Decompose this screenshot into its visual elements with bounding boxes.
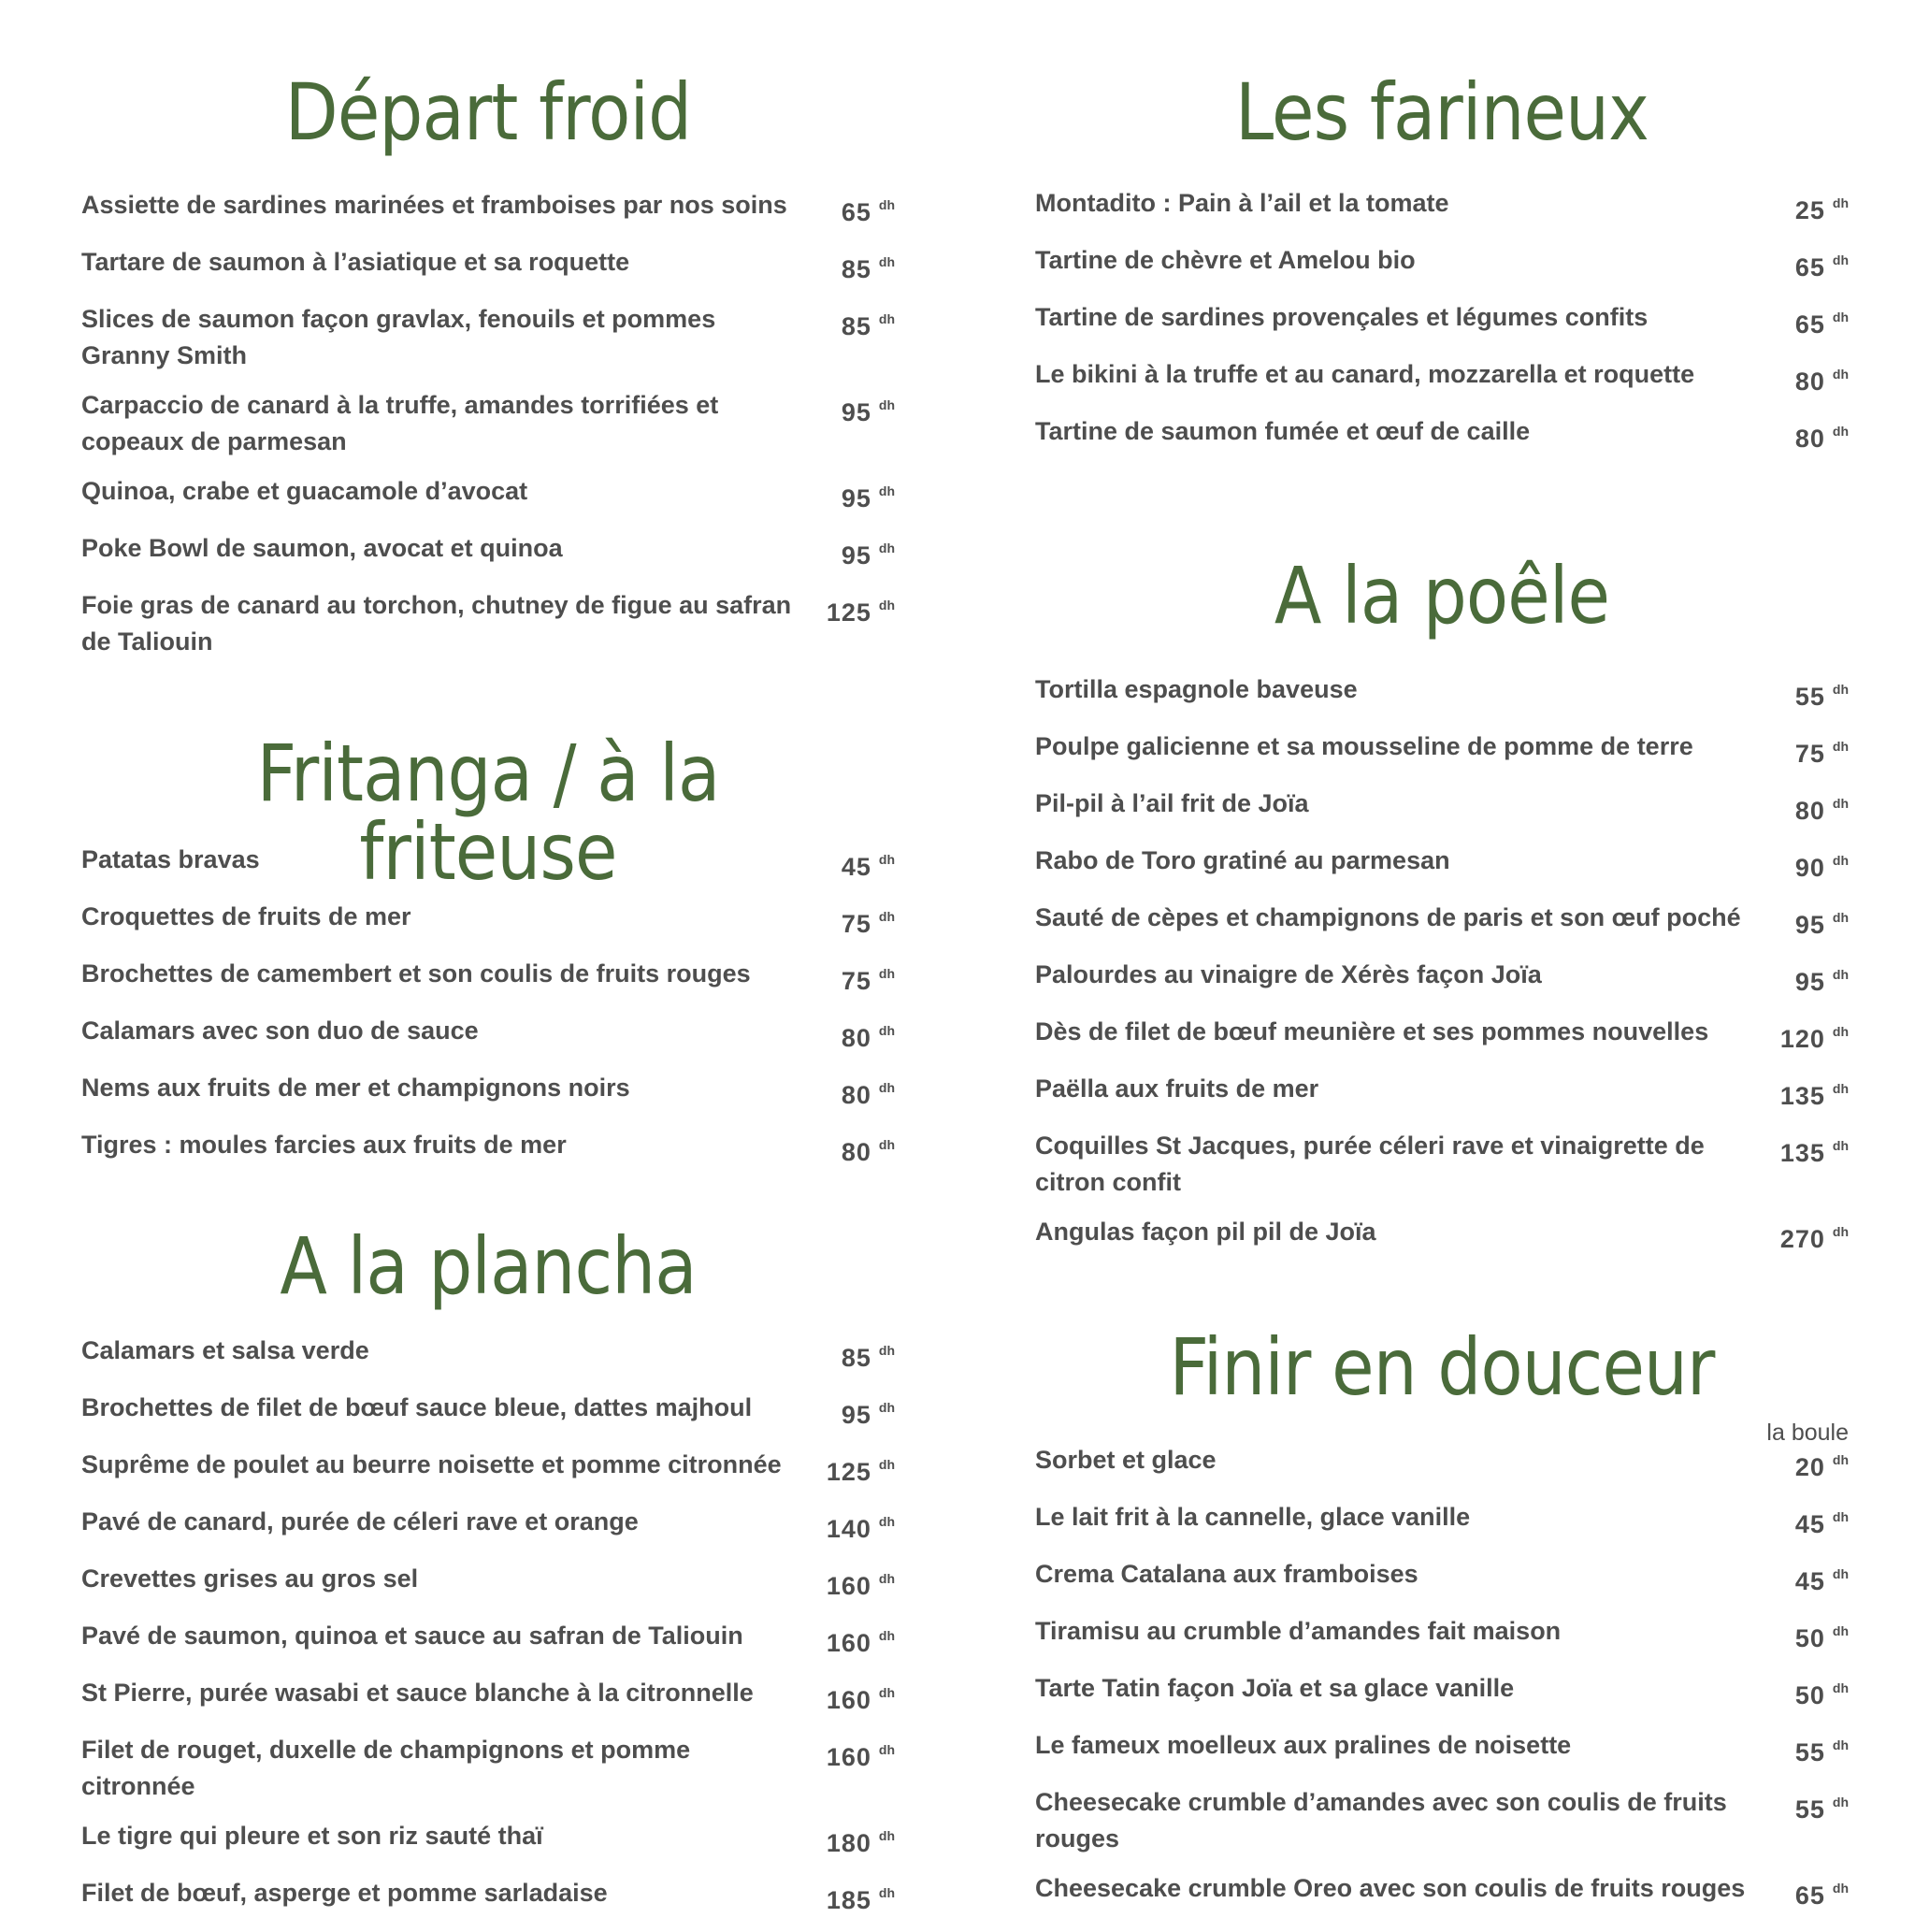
price-value: 95 [1794,911,1825,939]
currency-unit: dh [878,397,895,412]
menu-item-name: Tiramisu au crumble d’amandes fait maison [1035,1617,1562,1645]
menu-item [81,1561,895,1605]
menu-item-price [801,1504,895,1548]
currency-unit: dh [878,1571,895,1586]
menu-item-price [801,1732,895,1776]
menu-item-price [1755,1014,1849,1058]
menu-item-price [801,956,895,1000]
price-value: 45 [1794,1567,1825,1595]
menu-item-price [801,1127,895,1171]
menu-item [1035,1442,1849,1486]
price-value: 80 [1794,368,1825,396]
menu-item-name: Foie gras de canard au torchon, chutney de figue au safran de Taliouin [81,591,792,656]
menu-item-price [1755,1214,1849,1258]
currency-unit: dh [1832,910,1849,925]
section-title: A la plancha [280,1220,697,1312]
currency-unit: dh [1832,967,1849,982]
price-value: 80 [841,1024,871,1052]
menu-item-price [801,530,895,574]
currency-unit: dh [878,541,895,555]
menu-item [81,956,895,1000]
section-depart-froid [81,66,895,656]
menu-item [81,1732,895,1805]
menu-item-name: Slices de saumon façon gravlax, fenouils et pommes Granny Smith [81,305,716,369]
price-value: 160 [826,1629,871,1657]
menu-item [81,1333,895,1377]
price-value: 80 [841,1081,871,1109]
menu-item [81,244,895,288]
menu-item [81,301,895,374]
price-value: 65 [841,198,871,226]
menu-item-name: Sauté de cèpes et champignons de paris et son œuf poché [1035,903,1741,931]
price-value: 50 [1794,1624,1825,1652]
menu-item-price [801,1875,895,1919]
menu-item [1035,413,1849,457]
menu-item [1035,185,1849,229]
menu-item-name: Tartine de chèvre et Amelou bio [1035,246,1416,274]
price-value: 135 [1779,1139,1825,1167]
currency-unit: dh [1832,682,1849,697]
currency-unit: dh [878,1742,895,1757]
price-value: 95 [1794,968,1825,996]
menu-item-price [1755,1727,1849,1771]
menu-item-name: Sorbet et glace [1035,1446,1217,1474]
menu-item-name: Tortilla espagnole baveuse [1035,675,1358,703]
price-value: 140 [826,1515,871,1543]
menu-item [81,1447,895,1491]
menu-item [81,530,895,574]
price-value: 25 [1794,196,1825,224]
menu-item-name: Rabo de Toro gratiné au parmesan [1035,846,1450,874]
price-value: 55 [1794,1738,1825,1766]
menu-item [1035,1071,1849,1115]
currency-unit: dh [1832,310,1849,324]
menu-item-price [1755,1442,1849,1486]
currency-unit: dh [878,1343,895,1358]
menu-item-name: Crema Catalana aux framboises [1035,1560,1418,1588]
menu-item-name: Croquettes de fruits de mer [81,902,411,930]
price-value: 55 [1794,1795,1825,1824]
currency-unit: dh [1832,739,1849,754]
menu-item-name: Montadito : Pain à l’ail et la tomate [1035,189,1449,217]
menu-item-price [801,842,895,886]
menu-item-price [801,301,895,345]
currency-unit: dh [878,1080,895,1095]
menu-item [81,1013,895,1057]
price-value: 270 [1779,1225,1825,1253]
menu-item-name: Quinoa, crabe et guacamole d’avocat [81,477,528,505]
menu-item [1035,1784,1849,1857]
menu-item-name: Palourdes au vinaigre de Xérès façon Joïa [1035,960,1542,988]
menu-item-name: Tartine de saumon fumée et œuf de caille [1035,417,1531,445]
menu-item [1035,1128,1849,1201]
menu-item-price [1755,957,1849,1001]
menu-item [81,387,895,460]
menu-item-name: Le tigre qui pleure et son riz sauté thaï [81,1822,543,1850]
menu-item-name: Brochettes de filet de bœuf sauce bleue, dattes majhoul [81,1393,753,1421]
price-value: 95 [841,398,871,426]
menu-item-name: Calamars et salsa verde [81,1336,369,1364]
menu-item-name: Poulpe galicienne et sa mousseline de pomme de terre [1035,732,1693,760]
menu-item-name: Pavé de saumon, quinoa et sauce au safran de Taliouin [81,1622,743,1650]
price-value: 135 [1779,1082,1825,1110]
price-value: 95 [841,541,871,570]
currency-unit: dh [878,311,895,326]
menu-item-name: Tartine de sardines provençales et légumes confits [1035,303,1649,331]
menu-item-name: Angulas façon pil pil de Joïa [1035,1218,1376,1246]
currency-unit: dh [1832,367,1849,382]
menu-item [1035,242,1849,286]
price-value: 180 [826,1829,871,1857]
menu-item [1035,1556,1849,1600]
menu-item-name: Suprême de poulet au beurre noisette et pomme citronnée [81,1450,782,1478]
menu-item-name: Le fameux moelleux aux pralines de noisette [1035,1731,1572,1759]
menu-item-name: Paëlla aux fruits de mer [1035,1074,1319,1103]
menu-item-price [1755,356,1849,400]
price-value: 75 [841,910,871,938]
menu-item-name: Pavé de canard, purée de céleri rave et orange [81,1507,639,1536]
currency-unit: dh [1832,1452,1849,1467]
menu-item-name: Cheesecake crumble d’amandes avec son coulis de fruits rouges [1035,1788,1727,1853]
currency-unit: dh [1832,1881,1849,1896]
price-value: 185 [826,1886,871,1914]
price-value: 50 [1794,1681,1825,1709]
section-fritanga [81,728,895,1166]
menu-item-name: Calamars avec son duo de sauce [81,1016,479,1045]
section-title: Fritanga / à la friteuse [256,728,720,898]
currency-unit: dh [1832,1680,1849,1695]
price-value: 45 [1794,1510,1825,1538]
price-value: 20 [1794,1453,1825,1481]
currency-unit: dh [1832,1566,1849,1581]
menu-item [1035,1727,1849,1771]
menu-item [1035,900,1849,944]
menu-item-price [801,1561,895,1605]
menu-item-name: Carpaccio de canard à la truffe, amandes torrifiées et copeaux de parmesan [81,391,719,455]
menu-item-name: Le lait frit à la cannelle, glace vanille [1035,1503,1471,1531]
menu-item [81,1127,895,1171]
menu-item-price [801,1390,895,1434]
menu-item-price [1755,671,1849,715]
menu-item-name: Tartare de saumon à l’asiatique et sa roquette [81,248,630,276]
menu-item-price [1755,1784,1849,1828]
currency-unit: dh [1832,1509,1849,1524]
currency-unit: dh [1832,853,1849,868]
section-poele [1035,550,1849,1253]
menu-item-name: Tarte Tatin façon Joïa et sa glace vanille [1035,1674,1515,1702]
price-value: 160 [826,1572,871,1600]
currency-unit: dh [878,1137,895,1152]
price-value: 65 [1794,253,1825,281]
menu-item-price [1755,728,1849,772]
menu-item-price [801,1818,895,1862]
menu-item [1035,1499,1849,1543]
price-value: 85 [841,255,871,283]
currency-unit: dh [878,909,895,924]
menu-item [1035,671,1849,715]
menu-item-name: Coquilles St Jacques, purée céleri rave et vinaigrette de citron confit [1035,1132,1705,1196]
price-value: 80 [1794,797,1825,825]
section-title: A la poêle [1274,550,1610,642]
menu-item-name: Filet de bœuf, asperge et pomme sarladaise [81,1879,608,1907]
price-value: 120 [1779,1025,1825,1053]
menu-item [1035,1214,1849,1258]
menu-item-price [1755,1613,1849,1657]
menu-item-price [801,1013,895,1057]
menu-item-price [801,473,895,517]
price-value: 125 [826,1458,871,1486]
menu-item [81,1070,895,1114]
menu-item-price [801,1333,895,1377]
price-value: 75 [1794,740,1825,768]
menu-item [1035,1014,1849,1058]
price-value: 45 [841,853,871,881]
price-value: 160 [826,1686,871,1714]
menu-item [1035,728,1849,772]
currency-unit: dh [1832,1224,1849,1239]
price-value: 80 [1794,425,1825,453]
menu-item-price [1755,1670,1849,1714]
currency-unit: dh [878,1628,895,1643]
section-title: Finir en douceur [1169,1321,1715,1413]
currency-unit: dh [878,1400,895,1415]
menu-item-name: Filet de rouget, duxelle de champignons et pomme citronnée [81,1736,691,1800]
price-value: 65 [1794,310,1825,339]
price-value: 160 [826,1743,871,1771]
price-value: 90 [1794,854,1825,882]
menu-item-price [801,187,895,231]
menu-item [81,842,895,886]
menu-item-price [1755,786,1849,829]
currency-unit: dh [1832,1795,1849,1809]
menu-item-name: Dès de filet de bœuf meunière et ses pommes nouvelles [1035,1017,1709,1045]
section-title: Les farineux [1234,66,1649,158]
menu-item [1035,957,1849,1001]
currency-unit: dh [1832,424,1849,439]
menu-item-price [1755,843,1849,887]
currency-unit: dh [1832,1138,1849,1153]
menu-item-name: Brochettes de camembert et son coulis de fruits rouges [81,959,751,988]
menu-item-price [1755,1071,1849,1115]
currency-unit: dh [1832,252,1849,267]
menu-item-name: Tigres : moules farcies aux fruits de mer [81,1131,567,1159]
price-value: 80 [841,1138,871,1166]
menu-item-price [1755,413,1849,457]
menu-item-price [801,1447,895,1491]
menu-item-price [801,899,895,943]
menu-list [1035,671,1849,1271]
price-value: 85 [841,312,871,340]
menu-item-name: Crevettes grises au gros sel [81,1564,419,1593]
menu-item-name: Le bikini à la truffe et au canard, mozzarella et roquette [1035,360,1695,388]
section-farineux [1035,66,1849,453]
currency-unit: dh [878,483,895,498]
menu-item [81,1875,895,1919]
menu-item [1035,843,1849,887]
menu-item [1035,299,1849,343]
menu-item-price [1755,185,1849,229]
currency-unit: dh [1832,1024,1849,1039]
menu-list [81,842,895,1184]
menu-list [1035,1442,1849,1927]
menu-item [81,587,895,660]
menu-item-price [801,1618,895,1662]
currency-unit: dh [1832,796,1849,811]
currency-unit: dh [878,598,895,613]
menu-item-price [1755,1556,1849,1600]
currency-unit: dh [878,1514,895,1529]
menu-list [1035,185,1849,470]
menu-item-price [801,1675,895,1719]
menu-item-name: Poke Bowl de saumon, avocat et quinoa [81,534,563,562]
currency-unit: dh [878,197,895,212]
currency-unit: dh [878,1457,895,1472]
price-value: 55 [1794,683,1825,711]
menu-list [81,1333,895,1932]
section-douceur [1035,1321,1849,1910]
menu-item-price [801,1070,895,1114]
currency-unit: dh [878,1685,895,1700]
currency-unit: dh [1832,195,1849,210]
currency-unit: dh [878,254,895,269]
menu-item [81,1618,895,1662]
menu-item-price [801,244,895,288]
menu-item [1035,1670,1849,1714]
menu-item-name: Cheesecake crumble Oreo avec son coulis de fruits rouges [1035,1874,1746,1902]
currency-unit: dh [1832,1623,1849,1638]
menu-item-name: Pil-pil à l’ail frit de Joïa [1035,789,1309,817]
menu-item [81,473,895,517]
menu-item [1035,356,1849,400]
menu-list [81,187,895,673]
menu-item-price [1755,242,1849,286]
section-plancha [81,1220,895,1914]
currency-unit: dh [1832,1081,1849,1096]
menu-item [81,1675,895,1719]
menu-item-name: Patatas bravas [81,845,260,873]
menu-item-price [801,587,895,631]
price-value: 95 [841,1401,871,1429]
currency-unit: dh [878,852,895,867]
unit-header: la boule [1766,1420,1849,1446]
menu-item-price [801,387,895,431]
currency-unit: dh [1832,1737,1849,1752]
currency-unit: dh [878,1828,895,1843]
menu-item-name: Nems aux fruits de mer et champignons noirs [81,1074,630,1102]
price-value: 95 [841,484,871,512]
currency-unit: dh [878,966,895,981]
price-value: 65 [1794,1882,1825,1910]
section-title: Départ froid [284,66,692,158]
menu-item-price [1755,1128,1849,1172]
menu-item [81,1818,895,1862]
price-value: 85 [841,1344,871,1372]
currency-unit: dh [878,1023,895,1038]
price-value: 125 [826,598,871,627]
menu-item [1035,1870,1849,1914]
currency-unit: dh [878,1885,895,1900]
menu-item-price [1755,1870,1849,1914]
menu-item [1035,1613,1849,1657]
menu-item-name: St Pierre, purée wasabi et sauce blanche à la citronnelle [81,1679,754,1707]
menu-item-name: Assiette de sardines marinées et framboises par nos soins [81,191,787,219]
menu-item-price [1755,1499,1849,1543]
menu-item [81,899,895,943]
menu-item-price [1755,900,1849,944]
menu-item [1035,786,1849,829]
menu-item-price [1755,299,1849,343]
menu-item [81,187,895,231]
menu-item [81,1390,895,1434]
menu-item [81,1504,895,1548]
price-value: 75 [841,967,871,995]
